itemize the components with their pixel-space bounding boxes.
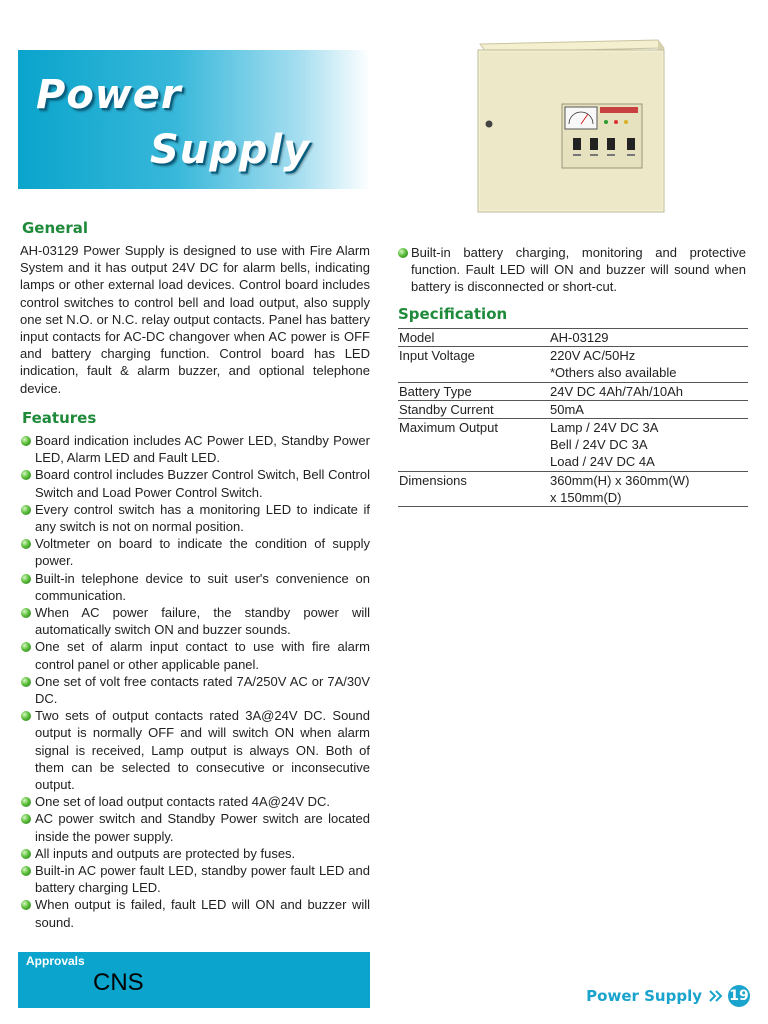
approvals-value: CNS: [93, 969, 144, 996]
bullet-icon: [21, 866, 31, 876]
bullet-icon: [21, 436, 31, 446]
spec-value-line: Load / 24V DC 4A: [550, 454, 655, 470]
feature-text: When output is failed, fault LED will ON and buzzer will sound.: [35, 897, 370, 930]
feature-text: Board indication includes AC Power LED, Standby Power LED, Alarm LED and Fault LED.: [35, 433, 370, 466]
specification-table: [398, 328, 748, 507]
feature-text: AC power switch and Standby Power switch are located inside the power supply.: [35, 811, 370, 844]
table-row: [398, 400, 748, 418]
table-row: [398, 382, 748, 400]
feature-text: One set of load output contacts rated 4A@24V DC.: [35, 794, 331, 810]
bullet-icon: [21, 797, 31, 807]
bullet-icon: [21, 900, 31, 910]
feature-item: [20, 570, 370, 604]
spec-value: [549, 471, 748, 506]
feature-text: Two sets of output contacts rated 3A@24V DC. Sound output is normally OFF and will switch ON when alarm signal is received, Lamp output is always ON. Both of them can be selected to consecutive or inconsecutive output.: [35, 708, 370, 793]
table-row: [398, 329, 748, 347]
feature-text: Every control switch has a monitoring LED to indicate if any switch is not on normal position.: [35, 501, 370, 535]
spec-value-line: 24V DC 4Ah/7Ah/10Ah: [550, 383, 683, 399]
page-footer: [586, 983, 750, 1009]
bullet-icon: [21, 849, 31, 859]
spec-value: [549, 329, 748, 347]
features-list: [20, 432, 370, 931]
page-number: 19: [728, 985, 750, 1007]
spec-value-line: x 150mm(D): [550, 489, 622, 505]
feature-item: [20, 432, 370, 466]
bullet-icon: [21, 711, 31, 721]
spec-key: Battery Type: [398, 382, 549, 400]
feature-item: [20, 535, 370, 569]
table-row: [398, 419, 748, 472]
double-chevron-right-icon: [708, 989, 724, 1003]
bullet-icon: [21, 574, 31, 584]
feature-text: One set of volt free contacts rated 7A/250V AC or 7A/30V DC.: [35, 673, 370, 707]
general-description: AH-03129 Power Supply is designed to use with Fire Alarm System and it has output 24V DC for alarm bells, indicating lamps or other external load devices. Control board includes control switches to control bell and load output, also supply one set N.O. or N.C. relay output contacts. Panel has battery input contacts for AC-DC changover when AC power is OFF and battery charging function. Control board has LED indication, fault & alarm buzzer, and optional telephone device.: [20, 243, 370, 396]
feature-item: [20, 501, 370, 535]
table-row: [398, 347, 748, 382]
spec-value-line: *Others also available: [550, 365, 677, 381]
product-image: [472, 38, 668, 214]
bullet-icon: [21, 677, 31, 687]
spec-value-line: Lamp / 24V DC 3A: [550, 420, 659, 436]
spec-value: [549, 419, 748, 472]
spec-value-line: 220V AC/50Hz: [550, 348, 636, 364]
bullet-icon: [21, 608, 31, 618]
approvals-label: Approvals: [26, 954, 85, 968]
general-heading: General: [22, 219, 88, 237]
feature-item: [20, 638, 370, 672]
spec-value-line: 360mm(H) x 360mm(W): [550, 472, 690, 488]
banner-title-line1: Power: [36, 72, 182, 118]
feature-item: [20, 845, 370, 862]
spec-value: [549, 400, 748, 418]
feature-item: [20, 604, 370, 638]
spec-key: Input Voltage: [398, 347, 549, 382]
footer-section-title: Power Supply: [586, 987, 702, 1005]
feature-text: One set of alarm input contact to use with fire alarm control panel or other applicable panel.: [35, 639, 370, 672]
feature-text: Built-in battery charging, monitoring and protective function. Fault LED will ON and buzzer will sound when battery is disconnected or short-cut.: [411, 245, 746, 295]
feature-item: [20, 793, 370, 810]
feature-text: Voltmeter on board to indicate the condition of supply power.: [35, 536, 370, 569]
feature-item: [20, 862, 370, 896]
bullet-icon: [21, 470, 31, 480]
title-banner: [18, 50, 370, 189]
specification-heading: Specification: [398, 305, 508, 323]
feature-text: Built-in AC power fault LED, standby power fault LED and battery charging LED.: [35, 863, 370, 896]
table-row: [398, 471, 748, 506]
feature-text: When AC power failure, the standby power will automatically switch ON and buzzer sounds.: [35, 605, 370, 638]
feature-item: [20, 466, 370, 500]
bullet-icon: [398, 248, 408, 258]
feature-text: Built-in telephone device to suit user's convenience on communication.: [35, 570, 370, 603]
bullet-icon: [21, 814, 31, 824]
spec-key: Dimensions: [398, 471, 549, 506]
feature-item: [20, 673, 370, 707]
features-heading: Features: [22, 409, 97, 427]
spec-key: Standby Current: [398, 400, 549, 418]
bullet-icon: [21, 539, 31, 549]
spec-key: Maximum Output: [398, 419, 549, 472]
spec-value: [549, 382, 748, 400]
bullet-icon: [21, 505, 31, 515]
feature-text: Board control includes Buzzer Control Switch, Bell Control Switch and Load Power Control Switch.: [35, 467, 370, 500]
approvals-box: [18, 952, 370, 1008]
spec-key: Model: [398, 329, 549, 347]
feature-text: All inputs and outputs are protected by fuses.: [35, 845, 296, 861]
spec-value-line: 50mA: [550, 401, 584, 417]
feature-item-continued: [398, 244, 746, 296]
feature-item: [20, 896, 370, 930]
feature-item: [20, 707, 370, 793]
spec-value-line: AH-03129: [550, 330, 609, 345]
spec-value-line: Bell / 24V DC 3A: [550, 437, 648, 453]
bullet-icon: [21, 642, 31, 652]
feature-item: [20, 810, 370, 844]
spec-value: [549, 347, 748, 382]
banner-title-line2: Supply: [150, 127, 311, 173]
